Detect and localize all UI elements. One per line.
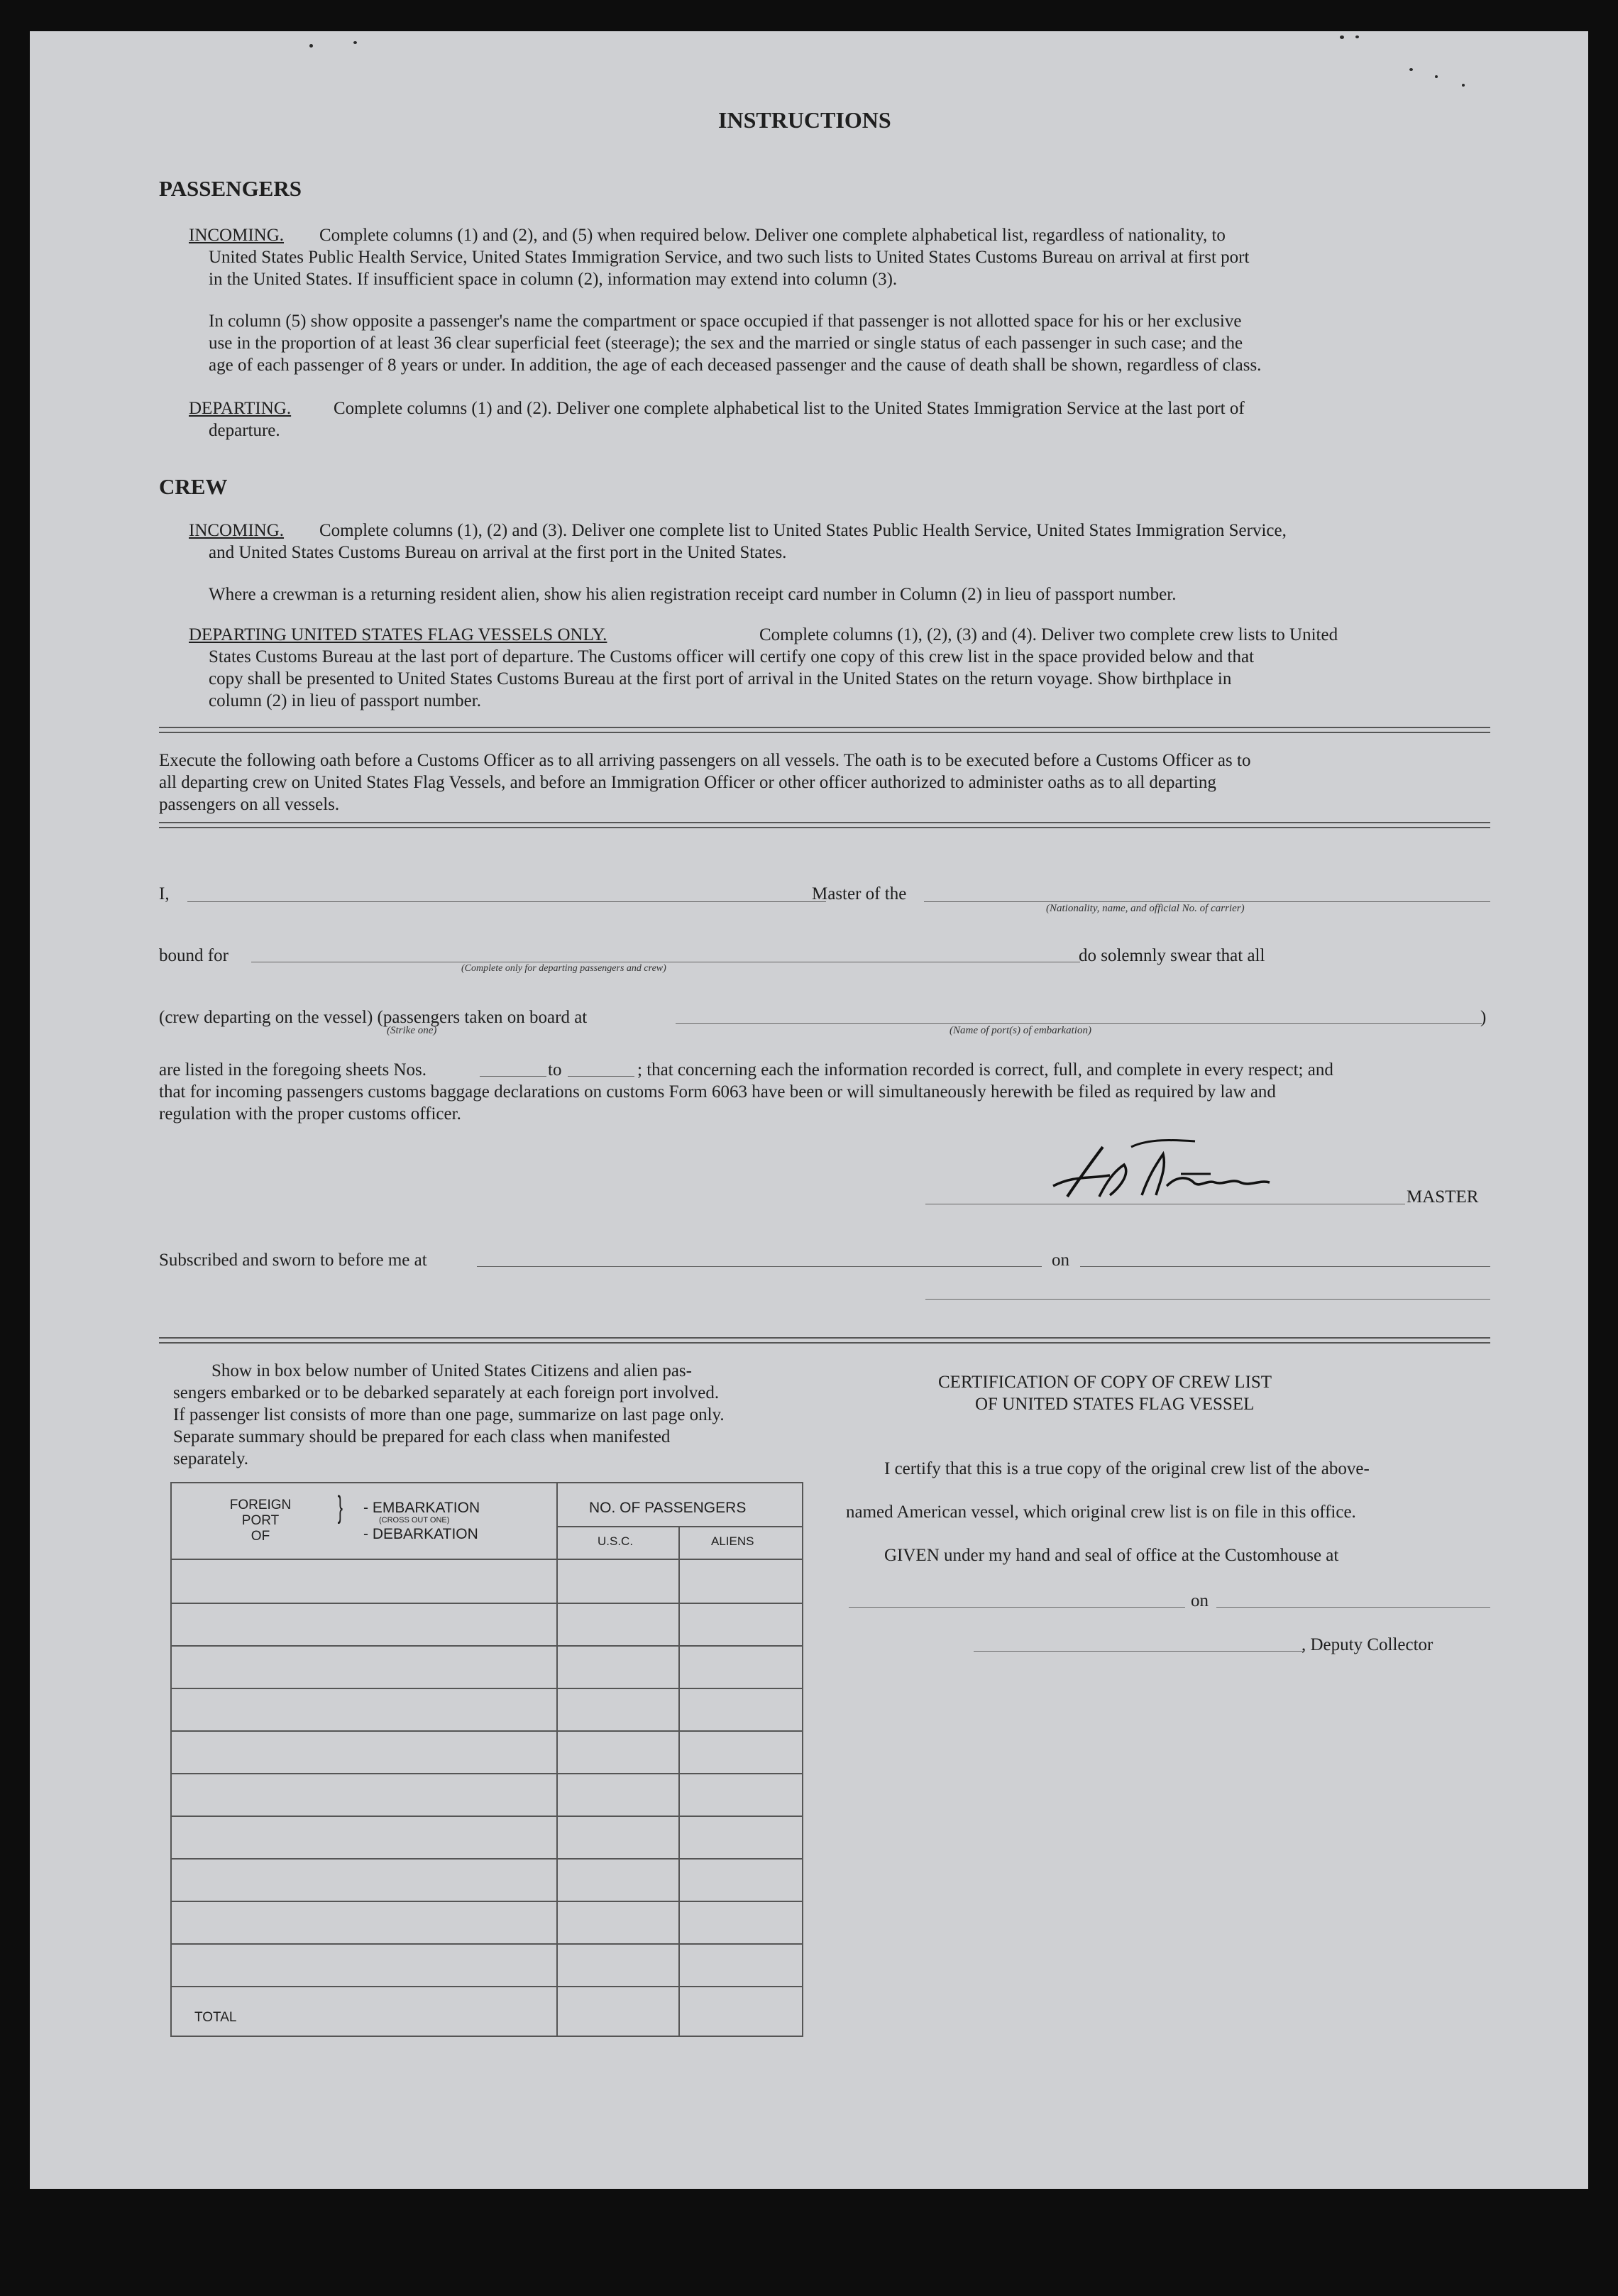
table-row: [170, 1603, 803, 1604]
crew-heading: CREW: [159, 474, 228, 499]
certification-text: GIVEN under my hand and seal of office at the Customhouse at: [884, 1546, 1339, 1565]
table-row: [170, 1858, 803, 1860]
master-of-the-label: Master of the: [812, 884, 907, 903]
sheet-to-field[interactable]: [568, 1076, 634, 1077]
strike-one-caption: (Strike one): [387, 1025, 437, 1036]
cross-out-note: (CROSS OUT ONE): [379, 1516, 450, 1525]
deputy-collector-label: , Deputy Collector: [1301, 1635, 1433, 1654]
crew-departing-text: copy shall be presented to United States Customs Bureau at the first port of arrival in the United States on the return voyage. Show birthplace in: [209, 669, 1232, 688]
deputy-signature-field[interactable]: [974, 1651, 1304, 1652]
passengers-heading: PASSENGERS: [159, 176, 302, 201]
passengers-incoming-label: INCOMING.: [189, 226, 285, 245]
passengers-departing-text: departure.: [209, 421, 280, 440]
table-divider: [556, 1482, 558, 2037]
passengers-departing-label: DEPARTING.: [189, 399, 292, 418]
table-row: [170, 1901, 803, 1902]
passengers-departing-text: Complete columns (1) and (2). Deliver one complete alphabetical list to the United States Immigration Service at the last port of: [334, 399, 1245, 418]
certification-text: named American vessel, which original crew list is on file in this office.: [846, 1503, 1356, 1522]
master-label: MASTER: [1407, 1187, 1479, 1207]
oath-i-label: I,: [159, 884, 170, 903]
summary-text: Separate summary should be prepared for each class when manifested: [173, 1427, 671, 1446]
oath-intro-text: Execute the following oath before a Customs Officer as to all arriving passengers on all vessels. The oath is to be executed before a Customs Officer as to: [159, 751, 1251, 770]
listed-text: regulation with the proper customs officer.: [159, 1104, 461, 1124]
section-divider: [159, 727, 1490, 733]
swear-text: do solemnly swear that all: [1079, 946, 1265, 965]
table-row: [170, 1645, 803, 1647]
scan-speck: [353, 41, 357, 44]
passengers-incoming-text: Complete columns (1) and (2), and (5) when required below. Deliver one complete alphabetical list, regardless of nationality, to: [319, 226, 1226, 245]
crew-incoming-text: Complete columns (1), (2) and (3). Deliver one complete list to United States Public Health Service, United States Immigration Service,: [319, 521, 1287, 540]
listed-text: ; that concerning each the information recorded is correct, full, and complete in every respect; and: [637, 1060, 1333, 1080]
passengers-column5-text: use in the proportion of at least 36 clear superficial feet (steerage); the sex and the married or single status of each passenger in such case; and the: [209, 334, 1243, 353]
nationality-caption: (Nationality, name, and official No. of carrier): [1046, 903, 1245, 914]
summary-text: Show in box below number of United States Citizens and alien pas-: [211, 1361, 692, 1380]
customhouse-field[interactable]: [849, 1607, 1185, 1608]
section-divider: [159, 822, 1490, 828]
table-row: [170, 1986, 803, 1987]
crew-departing-text: States Customs Bureau at the last port of departure. The Customs officer will certify one copy of this crew list in the space provided below and that: [209, 647, 1255, 666]
summary-text: sengers embarked or to be debarked separately at each foreign port involved.: [173, 1383, 720, 1402]
embarkation-label: - EMBARKATION: [363, 1500, 480, 1516]
master-signature: [1025, 1133, 1309, 1211]
aliens-header: ALIENS: [711, 1534, 754, 1548]
crew-incoming-text: and United States Customs Bureau on arrival at the first port in the United States.: [209, 543, 787, 562]
passengers-incoming-text: in the United States. If insufficient space in column (2), information may extend into column (3).: [209, 270, 898, 289]
brace-icon: }: [337, 1490, 343, 1525]
total-label: TOTAL: [194, 2010, 237, 2025]
table-row: [170, 1943, 803, 1945]
crew-departing-text: (crew departing on the vessel) (passengers taken on board at: [159, 1008, 588, 1027]
passengers-column5-text: age of each passenger of 8 years or under. In addition, the age of each deceased passenger and the cause of death shall be shown, regardless of class.: [209, 356, 1262, 375]
sworn-date-field[interactable]: [1080, 1266, 1490, 1267]
bound-for-label: bound for: [159, 946, 229, 965]
table-row: [170, 1773, 803, 1774]
certification-date-field[interactable]: [1216, 1607, 1490, 1608]
summary-table: [170, 1482, 803, 2037]
crew-incoming-label: INCOMING.: [189, 521, 285, 540]
to-label: to: [548, 1060, 562, 1080]
table-header-bottom: [170, 1559, 803, 1560]
summary-text: If passenger list consists of more than one page, summarize on last page only.: [173, 1405, 725, 1424]
crew-resident-text: Where a crewman is a returning resident alien, show his alien registration receipt card number in Column (2) in lieu of passport number.: [209, 585, 1177, 604]
officer-signature-field[interactable]: [925, 1299, 1490, 1300]
sworn-place-field[interactable]: [477, 1266, 1042, 1267]
table-divider: [556, 1526, 803, 1527]
table-row: [170, 1816, 803, 1817]
on-label: on: [1052, 1251, 1069, 1270]
certification-title: CERTIFICATION OF COPY OF CREW LIST: [938, 1373, 1272, 1392]
scan-speck: [309, 44, 313, 48]
certification-text: I certify that this is a true copy of the original crew list of the above-: [884, 1459, 1370, 1478]
listed-text: are listed in the foregoing sheets Nos.: [159, 1060, 426, 1080]
listed-text: that for incoming passengers customs baggage declarations on customs Form 6063 have been or will simultaneously herewith be filed as required by law and: [159, 1082, 1276, 1102]
oath-intro-text: passengers on all vessels.: [159, 795, 340, 814]
passengers-count-header: NO. OF PASSENGERS: [589, 1500, 747, 1516]
page-title: INSTRUCTIONS: [718, 107, 891, 133]
passengers-incoming-text: United States Public Health Service, United States Immigration Service, and two such lists to United States Customs Bureau on arrival at first port: [209, 248, 1250, 267]
crew-departing-text: column (2) in lieu of passport number.: [209, 691, 481, 710]
certification-title: OF UNITED STATES FLAG VESSEL: [975, 1395, 1255, 1414]
scan-speck: [1340, 35, 1344, 39]
master-name-field[interactable]: [187, 901, 826, 902]
scan-speck: [1435, 75, 1438, 78]
close-paren: ): [1480, 1008, 1487, 1027]
summary-text: separately.: [173, 1449, 248, 1468]
ports-caption: (Name of port(s) of embarkation): [950, 1025, 1091, 1036]
complete-only-caption: (Complete only for departing passengers and crew): [461, 963, 666, 974]
form-page: [30, 31, 1588, 2189]
crew-departing-label: DEPARTING UNITED STATES FLAG VESSELS ONLY.: [189, 625, 607, 644]
ports-field[interactable]: [676, 1023, 1482, 1024]
foreign-port-header: FOREIGN PORT OF: [229, 1498, 292, 1544]
certification-on-label: on: [1191, 1591, 1209, 1610]
section-divider: [159, 1337, 1490, 1344]
scan-speck: [1409, 68, 1413, 71]
crew-departing-text: Complete columns (1), (2), (3) and (4). Deliver two complete crew lists to United: [759, 625, 1338, 644]
oath-intro-text: all departing crew on United States Flag Vessels, and before an Immigration Officer or other officer authorized to administer oaths as to all departing: [159, 773, 1216, 792]
sheet-from-field[interactable]: [480, 1076, 546, 1077]
table-row: [170, 1730, 803, 1732]
scan-speck: [1355, 35, 1359, 38]
usc-header: U.S.C.: [598, 1534, 634, 1548]
carrier-field[interactable]: [924, 901, 1490, 902]
debarkation-label: - DEBARKATION: [363, 1526, 478, 1542]
scan-speck: [1462, 84, 1465, 87]
table-row: [170, 1688, 803, 1689]
passengers-column5-text: In column (5) show opposite a passenger's name the compartment or space occupied if that passenger is not allotted space for his or her exclusive: [209, 312, 1242, 331]
subscribed-label: Subscribed and sworn to before me at: [159, 1251, 427, 1270]
